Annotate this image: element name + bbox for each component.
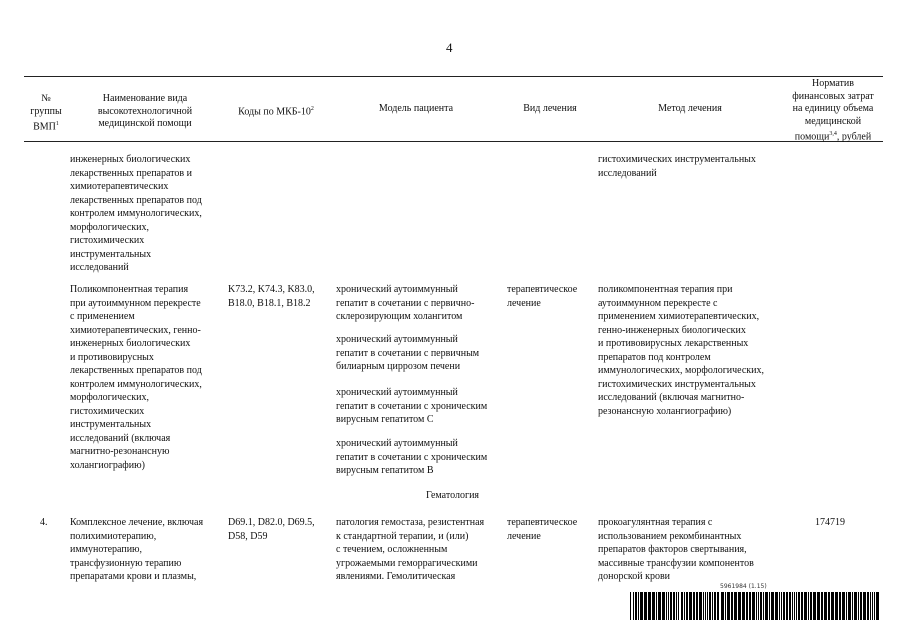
section-title-hematology: Гематология	[425, 490, 480, 501]
overlap-model-2: хронический аутоиммунный гепатит в сочетании с первичным билиарным циррозом печени	[336, 334, 480, 372]
hem-treatment-type: терапевтическое лечение	[507, 517, 578, 542]
header-treatment-method: Метод лечения	[658, 103, 722, 114]
overlap-model-4: хронический аутоиммунный гепатит в сочетании с хроническим вирусным гепатитом В	[336, 438, 488, 476]
hem-group-number: 4.	[40, 517, 48, 528]
table-top-border	[24, 76, 883, 77]
page-number: 4	[446, 40, 453, 55]
header-icd-codes: Коды по МКБ-$10^2$	[238, 106, 314, 118]
header-care-type: Наименование вида высокотехнологичной медицинской помощи	[97, 93, 193, 129]
hem-patient-model: патология гемостаза, резистентная к стандартной терапии, и (или) с течением, осложненным угрожаемыми геморрагическими явлениями. Гемолитическая	[336, 517, 485, 582]
overlap-icd-codes: K73.2, K74.3, K83.0, B18.0, B18.1, B18.2	[228, 284, 315, 309]
overlap-model-1: хронический аутоиммунный гепатит в сочетании с первично- склерозирующим холангитом	[336, 284, 475, 322]
overlap-treatment-type: терапевтическое лечение	[507, 284, 578, 309]
hem-icd-codes: D69.1, D82.0, D69.5, D58, D59	[228, 517, 315, 542]
barcode-number: 5961984 (1.15)	[720, 583, 767, 590]
overlap-model-3: хронический аутоиммунный гепатит в сочетании с хроническим вирусным гепатитом С	[336, 387, 488, 425]
overlap-method: поликомпонентная терапия при аутоиммунном перекресте с применением химиотерапевтических, генно-инженерных биологических и противовирусных лекарственных препаратов под контролем иммунологических, морфологических, гистохимических инструментальных исследований (включая магнитно- резонансную холангиографию)	[598, 284, 765, 417]
header-treatment-type: Вид лечения	[523, 103, 577, 114]
hem-cost: 174719	[815, 517, 845, 528]
overlap-care-name: Поликомпонентная терапия при аутоиммунном перекресте с применением химиотерапевтических, генно- инженерных биологических и противовирусных лекарственных препаратов под контролем иммунологических, морфологических, гистохимических инструментальных исследований (включая магнитно-резонансную холангиографию)	[70, 284, 202, 471]
cont-care-name: инженерных биологических лекарственных препаратов и химиотерапевтических лекарственных препаратов под контролем иммунологических, морфологических, гистохимических инструментальных исследований	[70, 154, 202, 273]
header-patient-model: Модель пациента	[378, 103, 454, 114]
hem-method: прокоагулянтная терапия с использованием рекомбинантных препаратов факторов свертывания, массивные трансфузии компонентов донорской крови	[598, 517, 754, 582]
hem-care-name: Комплексное лечение, включая полихимиотерапию, иммунотерапию, трансфузионную терапию препаратами крови и плазмы,	[70, 517, 204, 582]
barcode	[630, 592, 880, 620]
header-group-number: № группы ВМП$^1$	[30, 93, 62, 133]
cont-method: гистохимических инструментальных исследований	[598, 154, 756, 179]
header-cost-norm: Норматив финансовых затрат на единицу объема медицинской помощи$^{3,4}$, рублей	[792, 78, 874, 143]
table-header-border	[24, 141, 883, 142]
